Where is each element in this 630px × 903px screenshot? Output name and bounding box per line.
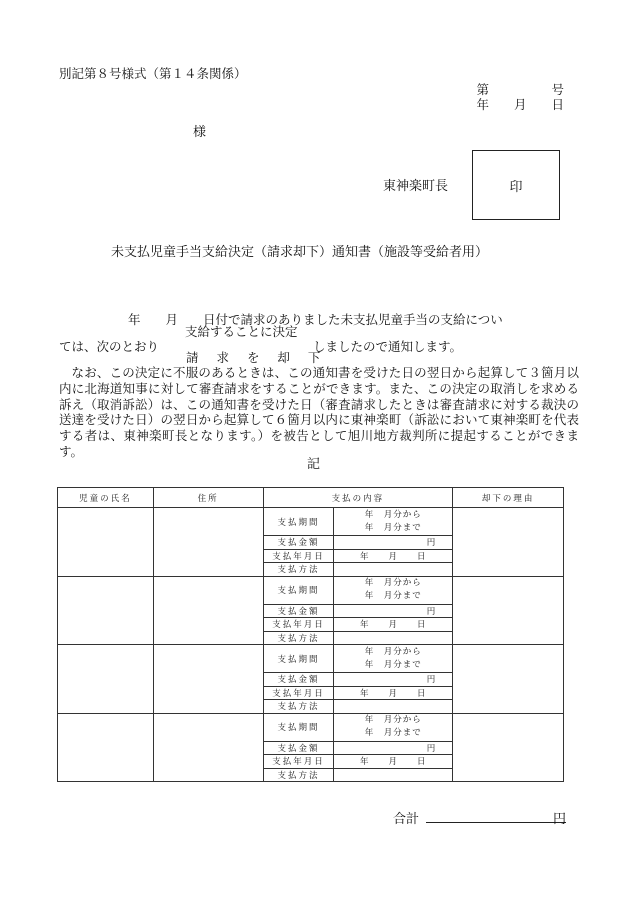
- amount-label: 支払金額: [263, 536, 334, 550]
- date-value: 年 月 日: [334, 755, 453, 769]
- period-label: 支払期間: [263, 645, 334, 673]
- table-row: [58, 645, 564, 673]
- period-from: 年 月分から: [364, 509, 422, 520]
- child-name-cell: [58, 713, 154, 782]
- period-to: 年 月分まで: [364, 591, 422, 601]
- method-label: 支払方法: [263, 768, 334, 782]
- seal-label: 印: [509, 179, 523, 195]
- period-from: 年 月分から: [364, 715, 422, 725]
- amount-label: 支払金額: [263, 604, 334, 618]
- header-payment: 支払の内容: [263, 488, 453, 508]
- notice-text: なお、この決定に不服のあるときは、この通知書を受けた日の翌日から起算して３箇月以内に北海道知事に対して審査請求をすることができます。また、この決定の取消しを求める訴え（取消訴訟）は、この通知書を受けた日（審査請求したときは審査請求に対する裁決の送達を受けた日）の翌日から起算して６箇月以内に東神楽町（訴訟において東神楽町を代表する者は、東神楽町長となります。）を被告として旭川地方裁判所に提起することができます。: [59, 365, 579, 459]
- date-value: 年 月 日: [334, 618, 453, 632]
- date-value: 年 月 日: [334, 686, 453, 700]
- table-row: [58, 508, 564, 536]
- issuer-name: 東神楽町長: [383, 179, 449, 194]
- total-underline: [426, 822, 566, 823]
- date-label: 支払年月日: [263, 549, 334, 563]
- seal-box: [472, 150, 560, 220]
- header-address: 住所: [153, 488, 263, 508]
- method-label: 支払方法: [263, 631, 334, 645]
- notice-paragraph: [59, 365, 579, 460]
- decision-option-approve: 支給することに決定: [185, 324, 298, 339]
- period-value: [334, 713, 453, 741]
- header-reason: 却下の理由: [453, 488, 564, 508]
- child-name-cell: [58, 576, 154, 645]
- amount-value: 円: [334, 741, 453, 755]
- body-line-2-right: しましたので通知します。: [313, 339, 463, 354]
- period-from: 年 月分から: [364, 578, 422, 588]
- body-line-1: 年 月 日付で請求のありました未支払児童手当の支給につい: [128, 312, 503, 327]
- document-number: 第 号: [476, 82, 564, 97]
- date-label: 支払年月日: [263, 755, 334, 769]
- date-label: 支払年月日: [263, 686, 334, 700]
- amount-label: 支払金額: [263, 741, 334, 755]
- amount-label: 支払金額: [263, 673, 334, 687]
- method-label: 支払方法: [263, 563, 334, 577]
- table-row: [58, 713, 564, 741]
- address-cell: [153, 576, 263, 645]
- reason-cell: [453, 713, 564, 782]
- amount-value: 円: [334, 673, 453, 687]
- header-child-name: 児童の氏名: [58, 488, 154, 508]
- reason-cell: [453, 645, 564, 714]
- period-from: 年 月分から: [364, 646, 422, 657]
- method-value: [334, 768, 453, 782]
- child-name-cell: [58, 508, 154, 577]
- payment-table: [57, 487, 564, 782]
- total-label: 合計: [393, 812, 420, 827]
- period-value: [334, 576, 453, 604]
- period-value: [334, 508, 453, 536]
- period-to: 年 月分まで: [364, 522, 422, 533]
- period-to: 年 月分まで: [364, 659, 422, 670]
- address-cell: [153, 713, 263, 782]
- body-line-2-left: ては、次のとおり: [59, 339, 160, 354]
- document-title: 未支払児童手当支給決定（請求却下）通知書（施設等受給者用）: [111, 245, 489, 260]
- reason-cell: [453, 576, 564, 645]
- document-date: 年 月 日: [476, 97, 564, 112]
- date-value: 年 月 日: [334, 549, 453, 563]
- form-label: 別記第８号様式（第１４条関係）: [59, 66, 247, 81]
- address-cell: [153, 645, 263, 714]
- address-cell: [153, 508, 263, 577]
- ki-label: 記: [307, 457, 321, 472]
- table-header-row: [58, 488, 564, 508]
- decision-option-reject: 請 求 を 却 下: [186, 350, 328, 365]
- amount-value: 円: [334, 536, 453, 550]
- period-value: [334, 645, 453, 673]
- date-label: 支払年月日: [263, 618, 334, 632]
- child-name-cell: [58, 645, 154, 714]
- amount-value: 円: [334, 604, 453, 618]
- table-row: [58, 576, 564, 604]
- total-unit: 円: [553, 812, 567, 827]
- period-to: 年 月分まで: [364, 728, 422, 738]
- period-label: 支払期間: [263, 576, 334, 604]
- method-value: [334, 631, 453, 645]
- reason-cell: [453, 508, 564, 577]
- method-label: 支払方法: [263, 700, 334, 714]
- period-label: 支払期間: [263, 508, 334, 536]
- period-label: 支払期間: [263, 713, 334, 741]
- method-value: [334, 700, 453, 714]
- addressee-suffix: 様: [193, 125, 207, 140]
- method-value: [334, 563, 453, 577]
